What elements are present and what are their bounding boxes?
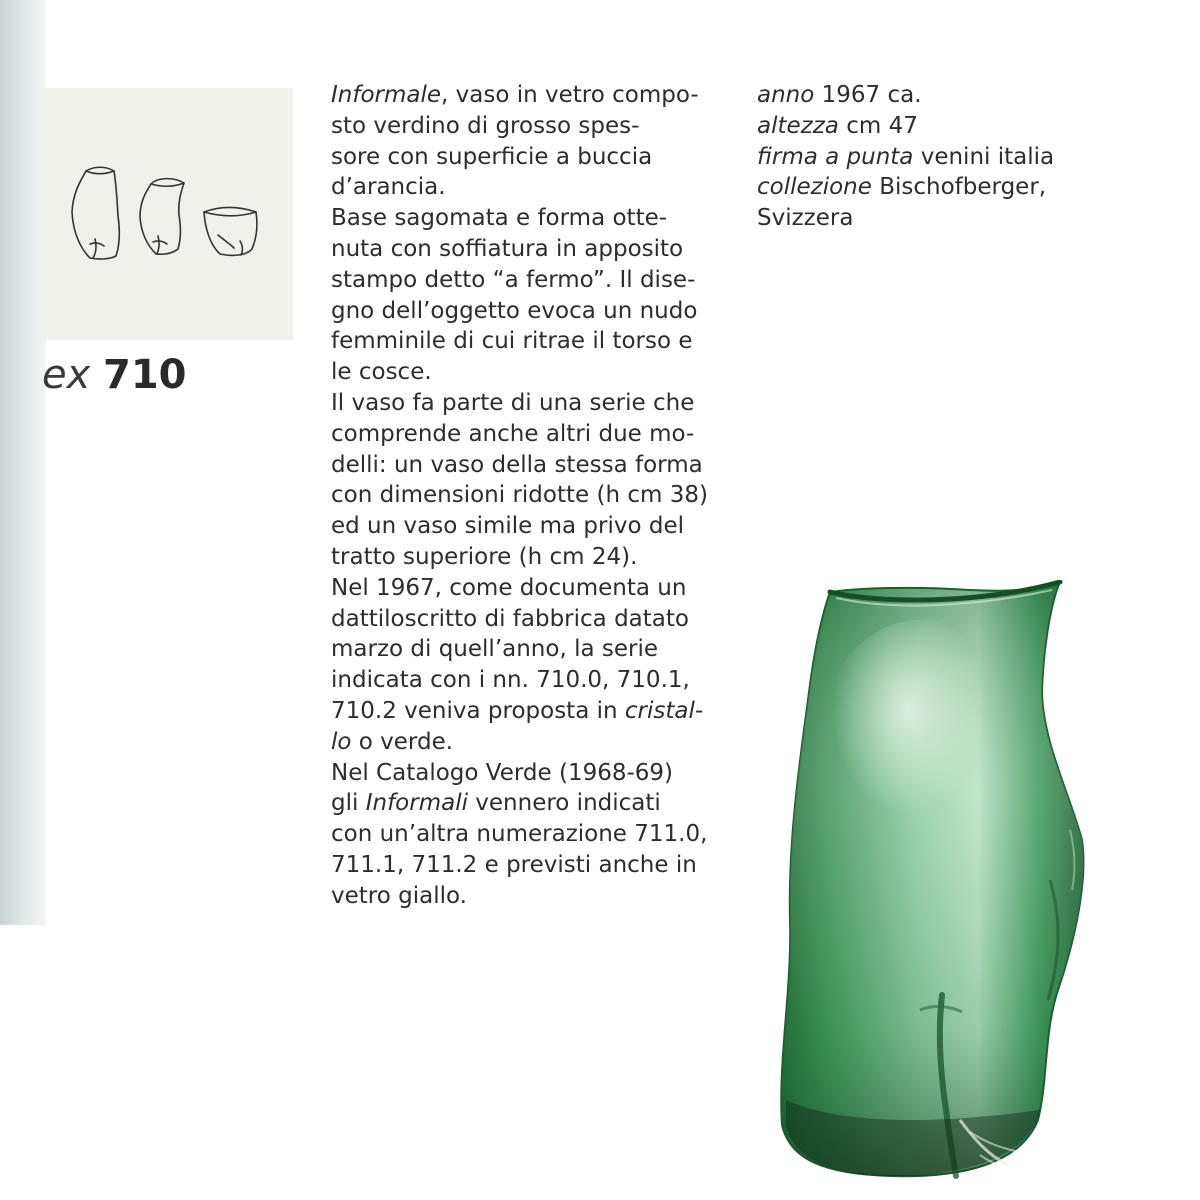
text-run: indicata con i nn. 710.0, 710.1, [331,667,690,694]
description-line [331,573,731,604]
text-run: sore con superficie a buccia [331,143,653,170]
detail-row [757,172,1177,203]
text-run: o verde. [351,728,454,755]
text-run: ed un vaso simile ma privo del [331,513,685,540]
description-line [331,142,731,173]
vase-series-sketch [40,88,293,340]
description-line [331,326,731,357]
model-code-number: 710 [103,352,187,398]
description-line [331,296,731,327]
text-run: gli [331,790,366,817]
description-line [331,788,731,819]
description-line [331,357,731,388]
detail-label: altezza [757,112,839,139]
description-line [331,727,731,758]
detail-value: Bischofberger, [871,174,1047,201]
description-line [331,450,731,481]
detail-value: 1967 ca. [814,82,922,108]
description-text [331,80,731,912]
description-line [331,881,731,912]
model-code-label [42,350,187,400]
text-run: stampo detto “a fermo”. Il dise- [331,266,696,293]
description-line [331,604,731,635]
description-line [331,234,731,265]
text-run: 710.2 veniva proposta in [331,697,625,724]
description-line [331,634,731,665]
description-line [331,542,731,573]
text-run: dattiloscritto di fabbrica datato [331,605,689,632]
italic-term: cristal- [624,697,704,724]
description-line [331,696,731,727]
text-run: comprende anche altri due mo- [331,420,695,447]
text-run: delli: un vaso della stessa forma [331,451,703,478]
detail-label: firma a punta [757,143,914,170]
description-line [331,265,731,296]
description-line [331,819,731,850]
detail-value: venini italia [913,143,1055,170]
description-line [331,111,731,142]
text-run: gno dell’oggetto evoca un nudo [331,297,698,324]
description-line [331,511,731,542]
text-run: Base sagomata e forma otte- [331,205,668,232]
description-line [331,80,731,111]
detail-row [757,80,1177,111]
text-run: Il vaso fa parte di una serie che [331,389,695,416]
text-run: tratto superiore (h cm 24). [331,543,638,570]
vase-photo [770,580,1150,1184]
description-line [331,850,731,881]
description-line [331,480,731,511]
sketch-vase-small [204,208,257,256]
text-run: vetro giallo. [331,882,467,909]
model-code-prefix: ex [42,352,91,398]
text-run: sto verdino di grosso spes- [331,112,640,139]
description-line [331,758,731,789]
text-run: marzo di quell’anno, la serie [331,636,658,663]
detail-value: cm 47 [838,112,918,139]
text-run: con un’altra numerazione 711.0, [331,821,708,848]
italic-term: Informali [365,790,468,817]
detail-value: Svizzera [757,205,854,232]
italic-term: Informale [331,82,442,108]
text-run: nuta con soffiatura in apposito [331,235,684,262]
detail-row [757,111,1177,142]
details-block [757,80,1177,234]
text-run: , vaso in vetro compo- [441,82,699,108]
description-line [331,419,731,450]
detail-label: collezione [757,174,872,201]
detail-row [757,142,1177,173]
description-line [331,172,731,203]
description-line [331,665,731,696]
text-run: d’arancia. [331,174,446,201]
text-run: Nel 1967, come documenta un [331,574,687,601]
italic-term: lo [331,728,352,755]
text-run: 711.1, 711.2 e previsti anche in [331,851,697,878]
text-run: con dimensioni ridotte (h cm 38) [331,482,708,509]
text-run: le cosce. [331,359,432,386]
text-run: vennero indicati [467,790,661,817]
text-run: Nel Catalogo Verde (1968-69) [331,759,674,786]
detail-label: anno [757,82,815,108]
description-line [331,203,731,234]
description-line [331,388,731,419]
sketch-vase-large [72,167,119,259]
detail-row [757,203,1177,234]
text-run: femminile di cui ritrae il torso e [331,328,693,355]
sketch-vase-medium [140,179,184,255]
